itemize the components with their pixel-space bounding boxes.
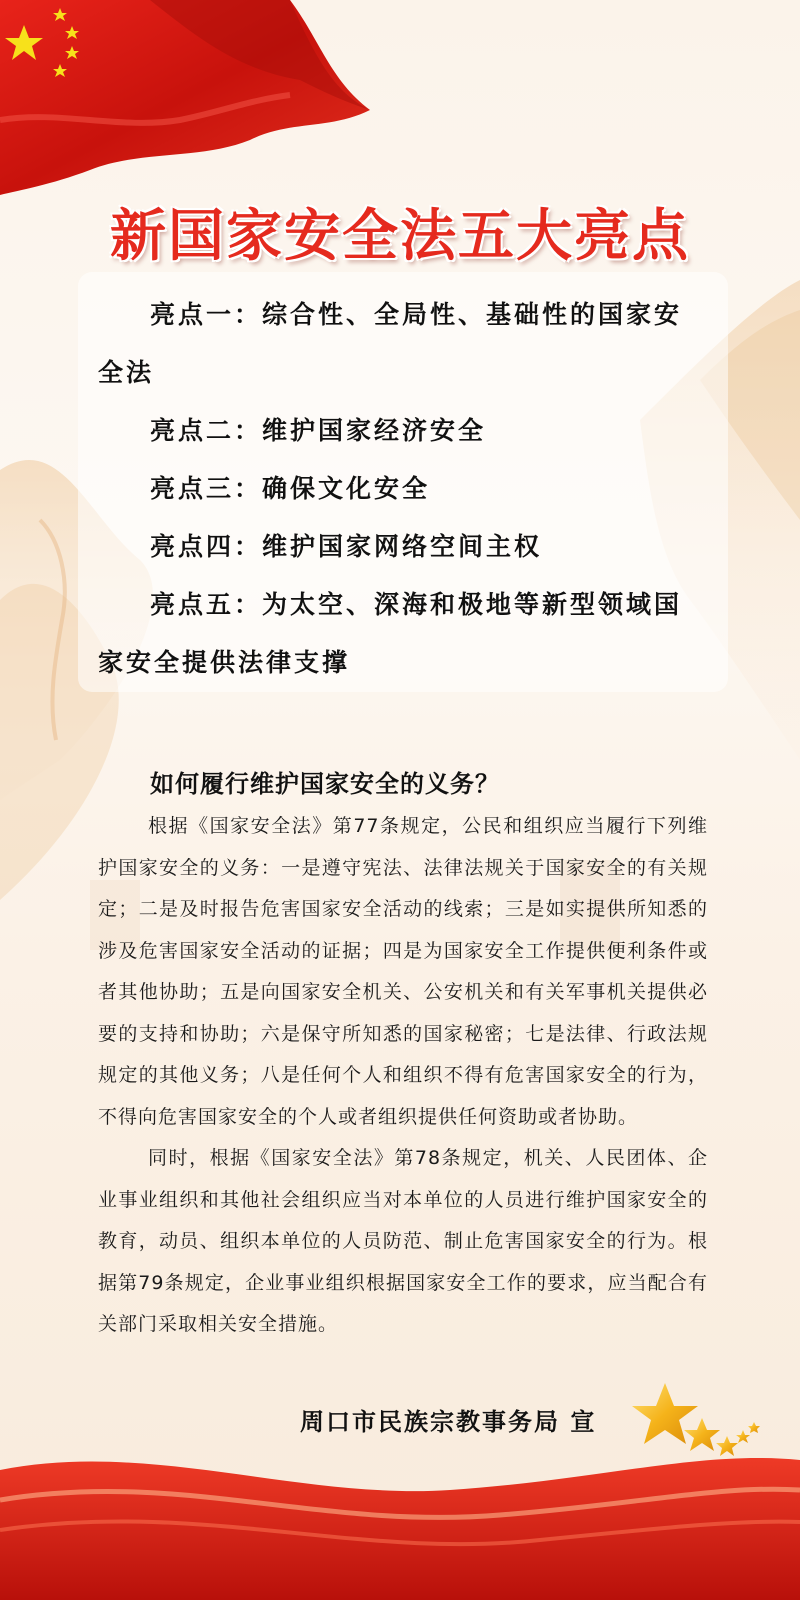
highlight-item: 亮点二：维护国家经济安全 — [150, 416, 487, 445]
highlight-item: 亮点一：综合性、全局性、基础性的国家安全法 — [98, 300, 683, 387]
page-title: 新国家安全法五大亮点 — [110, 204, 690, 269]
bottom-banner — [0, 1430, 800, 1600]
highlight-item: 亮点五：为太空、深海和极地等新型领域国家安全提供法律支撑 — [98, 590, 683, 677]
highlight-item: 亮点四：维护国家网络空间主权 — [150, 532, 543, 561]
paragraph: 根据《国家安全法》第77条规定，公民和组织应当履行下列维护国家安全的义务：一是遵守宪法、法律法规关于国家安全的有关规定；二是及时报告危害国家安全活动的线索；三是如实提供所知悉的涉及危害国家安全活动的证据；四是为国家安全工作提供便利条件或者其他协助；五是向国家安全机关、公安机关和有关军事机关提供必要的支持和协助；六是保守所知悉的国家秘密；七是法律、行政法规规定的其他义务；八是任何个人和组织不得有危害国家安全的行为，不得向危害国家安全的个人或者组织提供任何资助或者协助。 — [98, 815, 708, 1128]
highlight-item: 亮点三：确保文化安全 — [150, 474, 431, 503]
highlights-list — [98, 286, 708, 692]
flag-icon — [0, 0, 380, 200]
body-text — [98, 806, 708, 1346]
signature: 周口市民族宗教事务局 宣 — [300, 1408, 597, 1436]
section-heading: 如何履行维护国家安全的义务？ — [150, 770, 500, 798]
paragraph: 同时，根据《国家安全法》第78条规定，机关、人民团体、企业事业组织和其他社会组织应当对本单位的人员进行维护国家安全的教育，动员、组织本单位的人员防范、制止危害国家安全的行为。根据第79条规定，企业事业组织根据国家安全工作的要求，应当配合有关部门采取相关安全措施。 — [98, 1147, 708, 1335]
